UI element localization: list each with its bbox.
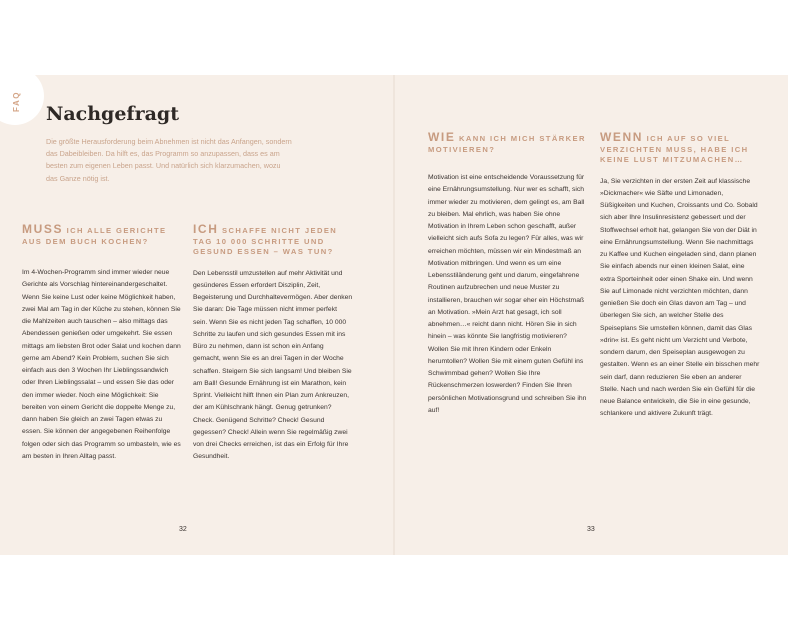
answer-text: Ja, Sie verzichten in der ersten Zeit auf klassische »Dickmacher« wie Säfte und Limonaden, Süßigkeiten und Kuchen, Croissants und Co. Sobald sich aber Ihre Insulinresistenz gebessert und der Stoffwechsel erholt hat, gelangen Sie von der Diät in eine Ernährungsumstellung. Wenn Sie nachmittags zu Kaffee und Kuchen eingeladen sind, dann planen Sie einfach abends nur einen kleinen Salat, eine extra Sporteinheit oder einen Shake ein. Und wenn Sie auf Limonade nicht verzichten möchten, dann genießen Sie doch ein Glas davon am Tag – und überlegen Sie sich, an welcher Stelle des Speiseplans Sie umstellen können, damit das Glas »drin« ist. Es geht nicht um Verzicht und Verbote, sondern darum, den Speiseplan ausgewogen zu gestalten. Wenn es an einer Stelle ein bisschen mehr sein darf, dann reduzieren Sie eben an anderer Stelle. Nach und nach werden Sie ein Gefühl für die neue Balance entwickeln, die Sie in eine gesunde, schlankere und aktivere Zukunft trägt. (600, 177, 760, 418)
intro-text: Die größte Herausforderung beim Abnehmen ist nicht das Anfangen, sondern das Dabeibleiben. Da hilft es, das Programm so anzupassen, dass es am besten zum eigenen Leben passt. Und natürlich sich klarzumachen, wozu das Ganze nötig ist. (46, 137, 292, 183)
faq-label: FAQ (11, 91, 21, 112)
answer-text: Im 4-Wochen-Programm sind immer wieder neue Gerichte als Vorschlag hintereinandergeschaltet. Wenn Sie keine Lust oder keine Möglichkeit haben, zwei Mal am Tag in der Küche zu stehen, können Sie die Mahlzeiten auch tauschen – also mittags das Abendessen genießen oder umgekehrt. Sie essen mittags am liebsten Brot oder Salat und kochen dann gerne am Abend? Kein Problem, suchen Sie sich einfach aus den 3 Wochen Ihr Lieblingssandwich oder Ihren Lieblingssalat – und essen Sie das oder den immer wieder. Noch eine Möglichkeit: Sie bereiten von einem Gericht die doppelte Menge zu, dann haben Sie gleich an zwei Tagen etwas zu essen. Sie können der angegebenen Reihenfolge folgen oder sich das Programm so umbasteln, wie es am besten in Ihren Alltag passt. (22, 269, 181, 460)
question-rest: ICH ALLE GERICHTE AUS DEM BUCH KOCHEN? (22, 226, 167, 246)
answer-text: Den Lebensstil umzustellen auf mehr Aktivität und gesünderes Essen erfordert Disziplin, Zeit, Begeisterung und Durchhaltevermögen. Aber denken Sie daran: Die Tage müssen nicht immer perfekt sein. Wenn Sie es nicht jeden Tag schaffen, 10 000 Schritte zu laufen und sich gesundes Essen mit ins Büro zu nehmen, dann ist schon ein Anfang gemacht, wenn Sie es an drei Tagen in der Woche schaffen. Steigern Sie sich langsam! Und bleiben Sie am Ball! Gesunde Ernährung ist ein Marathon, kein Sprint. Vielleicht hilft Ihnen ein Plan zum Ankreuzen, der am Kühlschrank hängt. Genug getrunken? Check. Genügend Schritte? Check! Gesund gegessen? Check! Allein wenn Sie regelmäßig zwei von drei Checks erreichen, ist das ein Erfolg für Ihre Gesundheit. (193, 269, 353, 461)
faq-column-4 (600, 132, 760, 421)
faq-column-1 (22, 224, 182, 463)
page-number-left: 32 (179, 526, 187, 533)
page-gutter (393, 75, 395, 555)
question-keyword: ICH (193, 222, 219, 236)
faq-column-3 (428, 132, 588, 417)
book-spread (0, 75, 788, 555)
question-heading (193, 224, 353, 258)
page-title: Nachgefragt (46, 103, 179, 125)
question-heading (428, 132, 588, 155)
question-heading (600, 132, 760, 166)
question-heading (22, 224, 182, 247)
answer-text: Motivation ist eine entscheidende Voraussetzung für eine Ernährungsumstellung. Nur wer es schafft, sich immer wieder zu motivieren, dem gelingt es, am Ball zu bleiben. Mal ehrlich, was haben Sie ohne Motivation in Ihrem Leben schon geschafft, außer vielleicht sich aufs Sofa zu legen? Für alles, was wir erreichen möchten, müssen wir ein Mindestmaß an Motivation mitbringen. Und wenn es um eine Lebensstiländerung geht und darum, eingefahrene Routinen aufzubrechen und neue Muster zu installieren, brauchen wir sogar eher ein Höchstmaß an Motivation. »Mein Arzt hat gesagt, ich soll abnehmen…« reicht dann nicht. Hören Sie in sich hinein – was könnte Sie langfristig motivieren? Wollen Sie mit Ihren Kindern oder Enkeln herumtollen? Wollen Sie mit einem guten Gefühl ins Schwimmbad gehen? Wollen Sie Ihre Rückenschmerzen loswerden? Finden Sie Ihren persönlichen Motivationsgrund und schreiben Sie ihn auf! (428, 174, 587, 414)
faq-badge (0, 67, 44, 125)
faq-column-2 (193, 224, 353, 464)
question-keyword: WENN (600, 130, 644, 144)
question-keyword: WIE (428, 130, 456, 144)
question-rest: SCHAFFE NICHT JEDEN TAG 10 000 SCHRITTE UND GESUND ESSEN – WAS TUN? (193, 226, 338, 256)
question-rest: ICH AUF SO VIEL VERZICHTEN MUSS, HABE ICH KEINE LUST MITZUMACHEN… (600, 134, 749, 164)
question-keyword: MUSS (22, 222, 64, 236)
page-number-right: 33 (587, 526, 595, 533)
question-rest: KANN ICH MICH STÄRKER MOTIVIEREN? (428, 134, 586, 154)
